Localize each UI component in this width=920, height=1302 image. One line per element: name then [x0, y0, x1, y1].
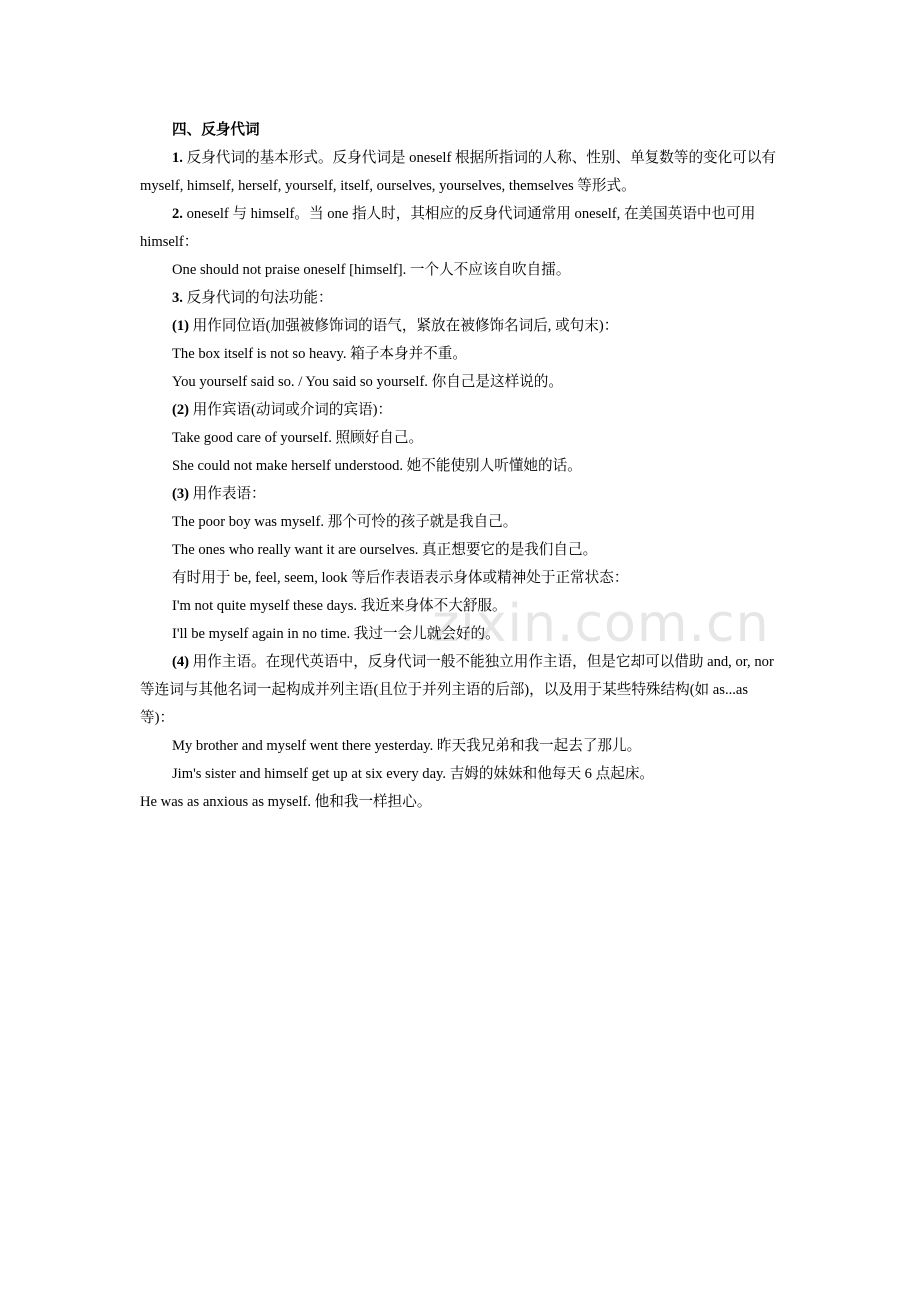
document-body	[140, 116, 780, 816]
point-4-number: (4)	[172, 654, 190, 670]
heading-text: 四、反身代词	[172, 122, 260, 138]
section-3-text: 反身代词的句法功能：	[182, 290, 333, 306]
example-line: My brother and myself went there yesterday. 昨天我兄弟和我一起去了那儿。	[172, 738, 642, 754]
section-heading	[140, 116, 780, 144]
point-3-number: (3)	[172, 486, 190, 502]
point-4-text: 用作主语。在现代英语中，反身代词一般不能独立用作主语，但是它却可以借助 and, or, nor 等连词与其他名词一起构成并列主语(且位于并列主语的后部)，以及用于某些特殊结构(如 as...as 等)：	[140, 654, 774, 726]
example-line-final: He was as anxious as myself. 他和我一样担心。	[140, 794, 432, 810]
point-1	[140, 312, 780, 340]
point-2-number: (2)	[172, 402, 190, 418]
section-1-number: 1.	[172, 150, 183, 166]
point-2	[140, 396, 780, 424]
example-line: Take good care of yourself. 照顾好自己。	[172, 430, 424, 446]
example-line: I'll be myself again in no time. 我过一会儿就会好的。	[172, 626, 500, 642]
section-1-text: 反身代词的基本形式。反身代词是 oneself 根据所指词的人称、性别、单复数等的变化可以有 myself, himself, herself, yourself, itself, ourselves, yourselves, themselves 等形式。	[140, 150, 777, 194]
example-oneself: One should not praise oneself [himself]. 一个人不应该自吹自擂。	[172, 262, 571, 278]
section-3-number: 3.	[172, 290, 183, 306]
point-4	[140, 648, 780, 732]
section-2-number: 2.	[172, 206, 183, 222]
example-line: The poor boy was myself. 那个可怜的孩子就是我自己。	[172, 514, 518, 530]
section-2-text: oneself 与 himself。当 one 指人时，其相应的反身代词通常用 oneself, 在美国英语中也可用 himself：	[140, 206, 756, 250]
point-3-text: 用作表语：	[189, 486, 266, 502]
point-2-text: 用作宾语(动词或介词的宾语)：	[189, 402, 393, 418]
example-line: The box itself is not so heavy. 箱子本身并不重。	[172, 346, 467, 362]
example-line: You yourself said so. / You said so yourself. 你自己是这样说的。	[172, 374, 563, 390]
example-line: I'm not quite myself these days. 我近来身体不大舒服。	[172, 598, 507, 614]
section-3	[140, 284, 780, 312]
note-line: 有时用于 be, feel, seem, look 等后作表语表示身体或精神处于正常状态：	[172, 570, 629, 586]
point-1-text: 用作同位语(加强被修饰词的语气，紧放在被修饰名词后, 或句末)：	[189, 318, 619, 334]
point-1-number: (1)	[172, 318, 190, 334]
example-line: Jim's sister and himself get up at six every day. 吉姆的妹妹和他每天 6 点起床。	[172, 766, 655, 782]
section-2	[140, 200, 780, 256]
point-3	[140, 480, 780, 508]
example-line: The ones who really want it are ourselves. 真正想要它的是我们自己。	[172, 542, 598, 558]
section-1	[140, 144, 780, 200]
example-line: She could not make herself understood. 她不能使别人听懂她的话。	[172, 458, 582, 474]
watermark: zixin.com.cn	[432, 594, 770, 654]
